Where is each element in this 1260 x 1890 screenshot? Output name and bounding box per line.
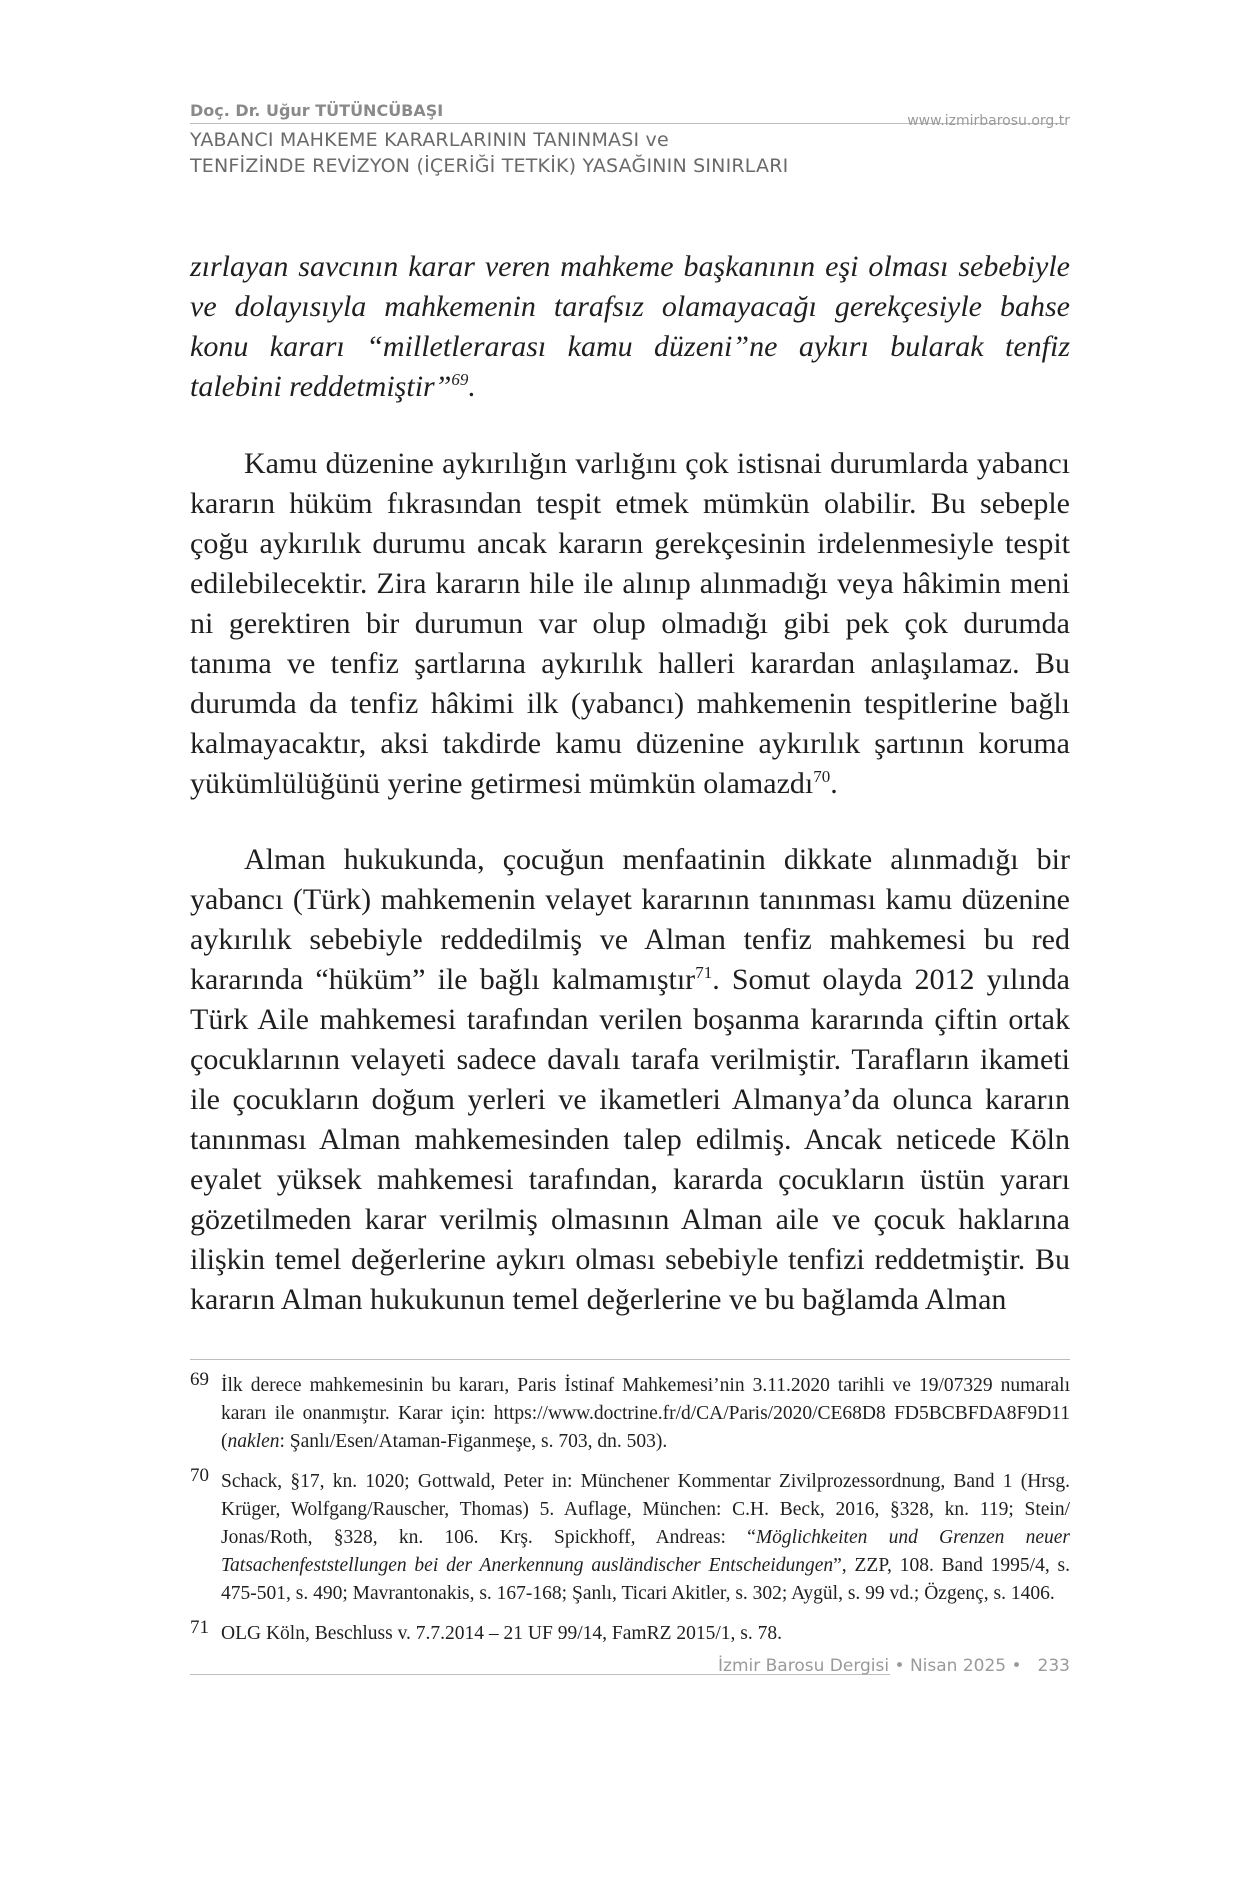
paragraph-german-law [190, 840, 1070, 1320]
footnote-text [221, 1468, 1070, 1608]
header-title-line-2: TENFİZİNDE REVİZYON (İÇERİĞİ TETKİK) YASAĞININ SINIRLARI [190, 155, 789, 177]
footer-journal-name: İzmir Barosu Dergisi • Nisan 2025 • [718, 1656, 1022, 1676]
header-website-link[interactable]: www.izmirbarosu.org.tr [907, 113, 1070, 129]
footnote-text-a: OLG Köln, Beschluss v. 7.7.2014 – 21 UF 99/14, FamRZ 2015/1, s. 78. [221, 1623, 782, 1644]
header-title-line-1: YABANCI MAHKEME KARARLARININ TANINMASI ve [190, 129, 669, 151]
header-article-title [190, 127, 830, 179]
footnotes [190, 1369, 1071, 1660]
footnote-text [221, 1372, 1070, 1456]
footnote-number: 69 [190, 1369, 209, 1390]
footnote-divider [190, 1359, 1070, 1360]
paragraph-2-text-b: . Somut olayda 2012 yılında Türk Aile mahkemesi tarafından verilen boşanma kararında çiftin ortak çocuklarının velayeti sadece davalı tarafa verilmiştir. Tarafların ikameti ile çocukların doğum yerleri ve ikametleri Almanya’da olunca kararın tanınması Alman mahkemesinden talep edilmiş. Ancak neticede Köln eyalet yüksek mahkemesi tarafından, kararda çocukların üstün yararı gözetilmeden karar verilmiş olmasının Alman aile ve çocuk haklarına ilişkin temel değerlerine aykırı olması sebebiyle tenfizi reddetmiştir. Bu kararın Alman hukukunun temel değerlerine ve bu bağlamda Alman [190, 963, 1070, 1316]
footnote-italic: Möglichkeiten und Grenzen neuer Tatsachenfeststellungen bei der Anerkennung ausländischer Entscheidungen [221, 1527, 1071, 1576]
paragraph-2-text-a: Alman hukukunda, çocuğun menfaatinin dikkate alınmadığı bir yabancı (Türk) mahkemenin velayet kararının tanınması kamu düzenine aykırılık sebebiyle reddedilmiş ve Alman tenfiz mahkemesi bu red kararında “hüküm” ile bağlı kalmamıştır [190, 843, 1070, 996]
paragraph-1-text: Kamu düzenine aykırılığın varlığını çok istisnai durumlarda yabancı kararın hüküm fıkrasından tespit etmek mümkün olabilir. Bu sebeple çoğu aykırılık durumu ancak kararın gerekçesinin irdelenmesiyle tespit edilebilecektir. Zira kararın hile ile alınıp alınmadığı veya hâkimin meni ni gerektiren bir durumun var olup olmadığı gibi pek çok durumda tanıma ve tenfiz şartlarına aykırılık halleri karardan anlaşılamaz. Bu durumda da tenfiz hâkimi ilk (yabancı) mahkemenin tespitlerine bağlı kalmayacaktır, aksi takdirde kamu düzenine aykırılık şartının koruma yükümlülüğünü yerine getirmesi mümkün olamazdı [190, 447, 1070, 800]
footnote-70 [190, 1465, 1071, 1608]
footnote-text [221, 1620, 1070, 1648]
paragraph-1-end: . [830, 767, 838, 800]
footnote-71 [190, 1617, 1070, 1648]
quoted-passage [190, 247, 1070, 407]
footnote-number: 70 [190, 1465, 209, 1486]
footnote-italic: naklen [227, 1431, 280, 1452]
header-author: Doç. Dr. Uğur TÜTÜNCÜBAŞI [190, 101, 444, 120]
paragraph-public-order [190, 444, 1070, 804]
footnote-text-a: İlk derece mahkemesinin bu kararı, Paris İstinaf Mahkemesi’nin 3.11.2020 tarihli ve 19/07329 numaralı kararı ile onanmıştır. Karar için: https://www.doctrine.fr/d/CA/Paris/2020/CE68D8 FD5BCBFDA8F9D11 ( [221, 1375, 1070, 1452]
page-number: 233 [1037, 1656, 1070, 1676]
quoted-passage-end: . [468, 370, 476, 403]
footnote-text-a: Schack, §17, kn. 1020; Gottwald, Peter in: Münchener Kommentar Zivilprozessordnung, Band 1 (Hrsg. Krüger, Wolfgang/Rauscher, Thomas) 5. Auflage, München: C.H. Beck, 2016, §328, kn. 119; Stein/ Jonas/Roth, §328, kn. 106. Krş. Spickhoff, Andreas: “ [221, 1471, 1070, 1548]
footnote-text-b: : Şanlı/Esen/Ataman-Figanmeşe, s. 703, dn. 503). [279, 1431, 668, 1452]
footnote-ref-69[interactable]: 69 [451, 370, 469, 389]
footnote-text-b: ”, ZZP, 108. Band 1995/4, s. 475-501, s. 490; Mavrantonakis, s. 167-168; Şanlı, Ticari Akitler, s. 302; Aygül, s. 99 vd.; Özgenç, s. 1406. [221, 1555, 1070, 1604]
footnote-ref-70[interactable]: 70 [813, 767, 831, 786]
footnote-69 [190, 1369, 1070, 1456]
footnote-number: 71 [190, 1617, 209, 1638]
quoted-passage-text: zırlayan savcının karar veren mahkeme başkanının eşi olması sebebiyle ve dolayısıyla mahkemenin tarafsız olamayacağı gerekçesiyle bahse konu kararı “milletlerarası kamu düzeni”ne aykırı bularak tenfiz talebini reddetmiştir” [190, 250, 1070, 403]
page-footer [718, 1656, 1070, 1676]
article-body [190, 247, 1070, 1320]
footnote-ref-71[interactable]: 71 [695, 963, 713, 982]
